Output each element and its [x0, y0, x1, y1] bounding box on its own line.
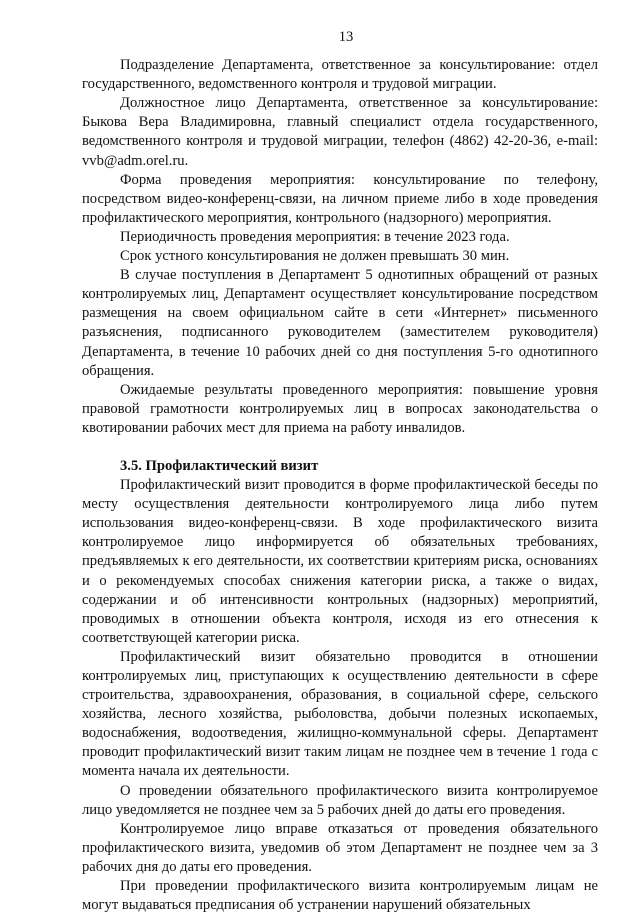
section-heading: 3.5. Профилактический визит [120, 457, 319, 474]
section-gap [82, 438, 598, 457]
paragraph-visit-refusal: Контролируемое лицо вправе отказаться от проведения обязательного профилактического визита, уведомив об этом Департамент не позднее чем за 3 рабочих дня до даты его проведения. [82, 820, 598, 875]
paragraph-visit-description: Профилактический визит проводится в форме профилактической беседы по месту осуществления деятельности контролируемого лица либо путем использования видео-конференц-связи. В ходе профилактического визита контролируемое лицо информируется об обязательных требованиях, предъявляемых к его деятельности, их соответствии критериям риска, основаниях и о рекомендуемых способах снижения категории риска, а также о видах, содержании и об интенсивности контрольных (надзорных) мероприятий, проводимых в отношении объекта контроля, исходя из его отнесения к соответствующей категории риска. [82, 477, 598, 646]
paragraph-consulting-unit: Подразделение Департамента, ответственное за консультирование: отдел государственного, ведомственного контроля и трудовой миграции. [82, 57, 598, 93]
paragraph-consulting-form: Форма проведения мероприятия: консультирование по телефону, посредством видео-конференц-связи, на личном приеме либо в ходе проведения профилактического мероприятия, контрольного (надзорного) мероприятия. [82, 171, 598, 226]
paragraph-oral-consulting-duration: Срок устного консультирования не должен превышать 30 мин. [120, 248, 510, 265]
paragraph-periodicity: Периодичность проведения мероприятия: в течение 2023 года. [120, 228, 510, 245]
paragraph-expected-results: Ожидаемые результаты проведенного мероприятия: повышение уровня правовой грамотности контролируемых лиц в вопросах законодательства о квотировании рабочих мест для приема на работу инвалидов. [82, 381, 598, 436]
paragraph-written-clarification: В случае поступления в Департамент 5 однотипных обращений от разных контролируемых лиц, Департамент осуществляет консультирование посредством размещения на своем официальном сайте в сети «Интернет» письменного разъяснения, подписанного руководителем (заместителем руководителя) Департамента, в течение 10 рабочих дней со дня поступления 5-го однотипного обращения. [82, 267, 598, 379]
paragraph-mandatory-visit: Профилактический визит обязательно проводится в отношении контролируемых лиц, приступающих к осуществлению деятельности в сфере строительства, здравоохранения, образования, в социальной сфере, сельского хозяйства, лесного хозяйства, рыболовства, добычи полезных ископаемых, водоснабжения, водоотведения, жилищно-коммунальной сферы. Департамент проводит профилактический визит таким лицам не позднее чем в течение 1 года с момента начала их деятельности. [82, 648, 598, 780]
paragraph-visit-notification: О проведении обязательного профилактического визита контролируемое лицо уведомляется не позднее чем за 5 рабочих дней до даты его проведения. [82, 782, 598, 818]
paragraph-no-orders: При проведении профилактического визита контролируемым лицам не могут выдаваться предписания об устранении нарушений обязательных [82, 878, 598, 914]
paragraph-responsible-official: Должностное лицо Департамента, ответственное за консультирование: Быкова Вера Владимировна, главный специалист отдела государственного, ведомственного контроля и трудовой миграции, телефон (4862) 42-20-36, e-mail: vvb@adm.orel.ru. [82, 95, 598, 169]
page-number: 13 [338, 29, 354, 45]
